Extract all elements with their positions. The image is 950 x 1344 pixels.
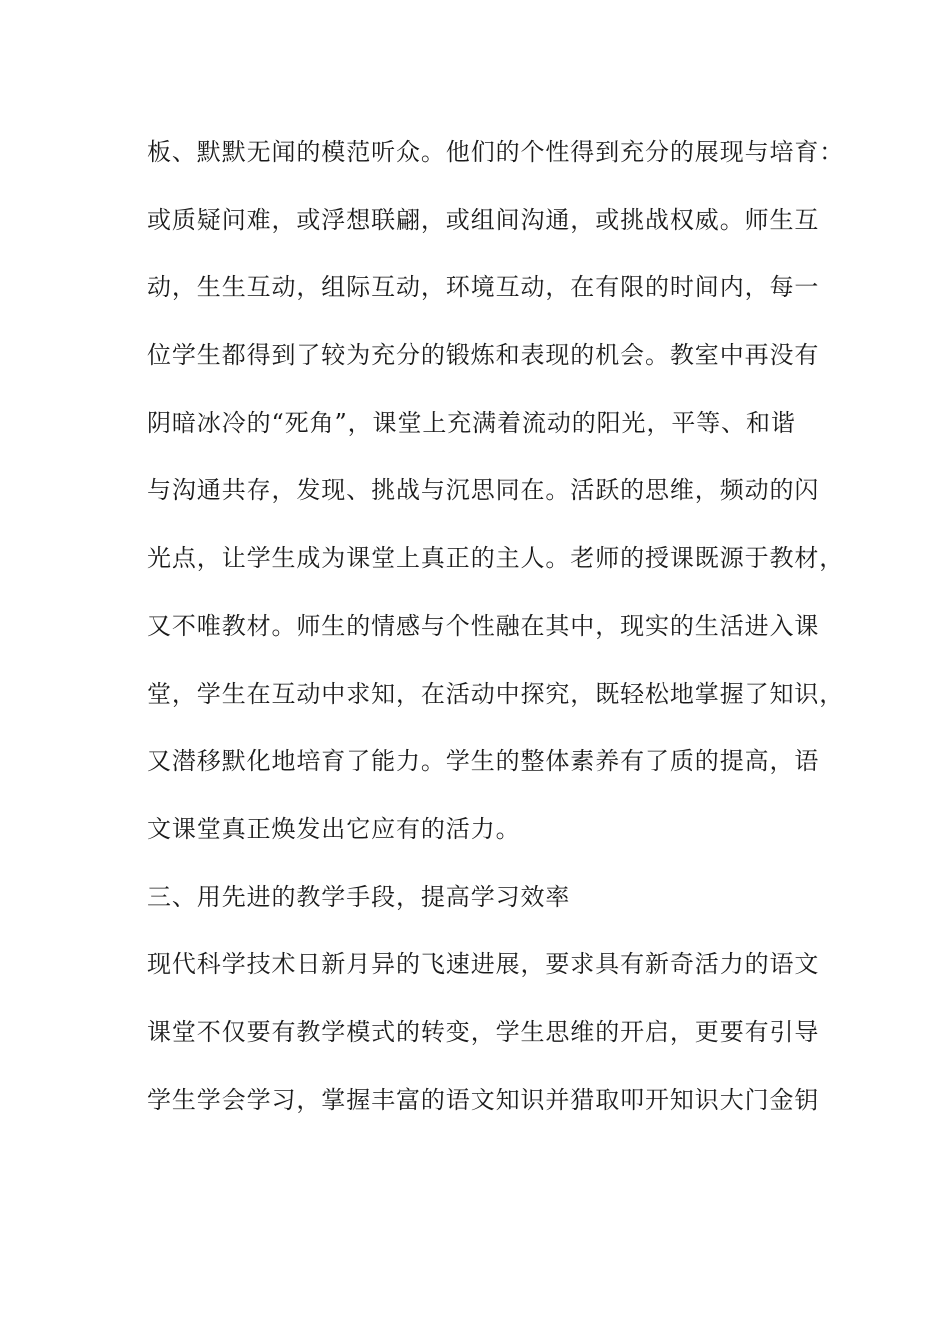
paragraph-line: 堂，学生在互动中求知，在活动中探究，既轻松地掌握了知识， <box>147 679 845 708</box>
paragraph-line: 板、默默无闻的模范听众。他们的个性得到充分的展现与培育： <box>147 138 845 166</box>
paragraph-line: 与沟通共存，发现、挑战与沉思同在。活跃的思维，频动的闪 <box>147 476 820 505</box>
section-heading: 三、用先进的教学手段，提高学习效率 <box>147 882 571 911</box>
paragraph-line: 又不唯教材。师生的情感与个性融在其中，现实的生活进入课 <box>147 611 820 640</box>
paragraph-line: 课堂不仅要有教学模式的转变，学生思维的开启，更要有引导 <box>147 1017 820 1046</box>
paragraph-line: 动，生生互动，组际互动，环境互动，在有限的时间内，每一 <box>147 273 820 302</box>
paragraph-line: 又潜移默化地培育了能力。学生的整体素养有了质的提高，语 <box>147 747 820 776</box>
paragraph-line: 或质疑问难，或浮想联翩，或组间沟通，或挑战权威。师生互 <box>147 205 820 234</box>
paragraph-line: 学生学会学习，掌握丰富的语文知识并猎取叩开知识大门金钥 <box>147 1085 820 1114</box>
paragraph-line: 光点，让学生成为课堂上真正的主人。老师的授课既源于教材， <box>147 544 845 573</box>
paragraph-line: 文课堂真正焕发出它应有的活力。 <box>147 814 521 843</box>
paragraph-line: 阴暗冰冷的“死角”，课堂上充满着流动的阳光，平等、和谐 <box>147 408 796 437</box>
paragraph-line: 位学生都得到了较为充分的锻炼和表现的机会。教室中再没有 <box>147 341 820 370</box>
body-text <box>147 133 845 1148</box>
paragraph-line: 现代科学技术日新月异的飞速进展，要求具有新奇活力的语文 <box>147 950 820 979</box>
